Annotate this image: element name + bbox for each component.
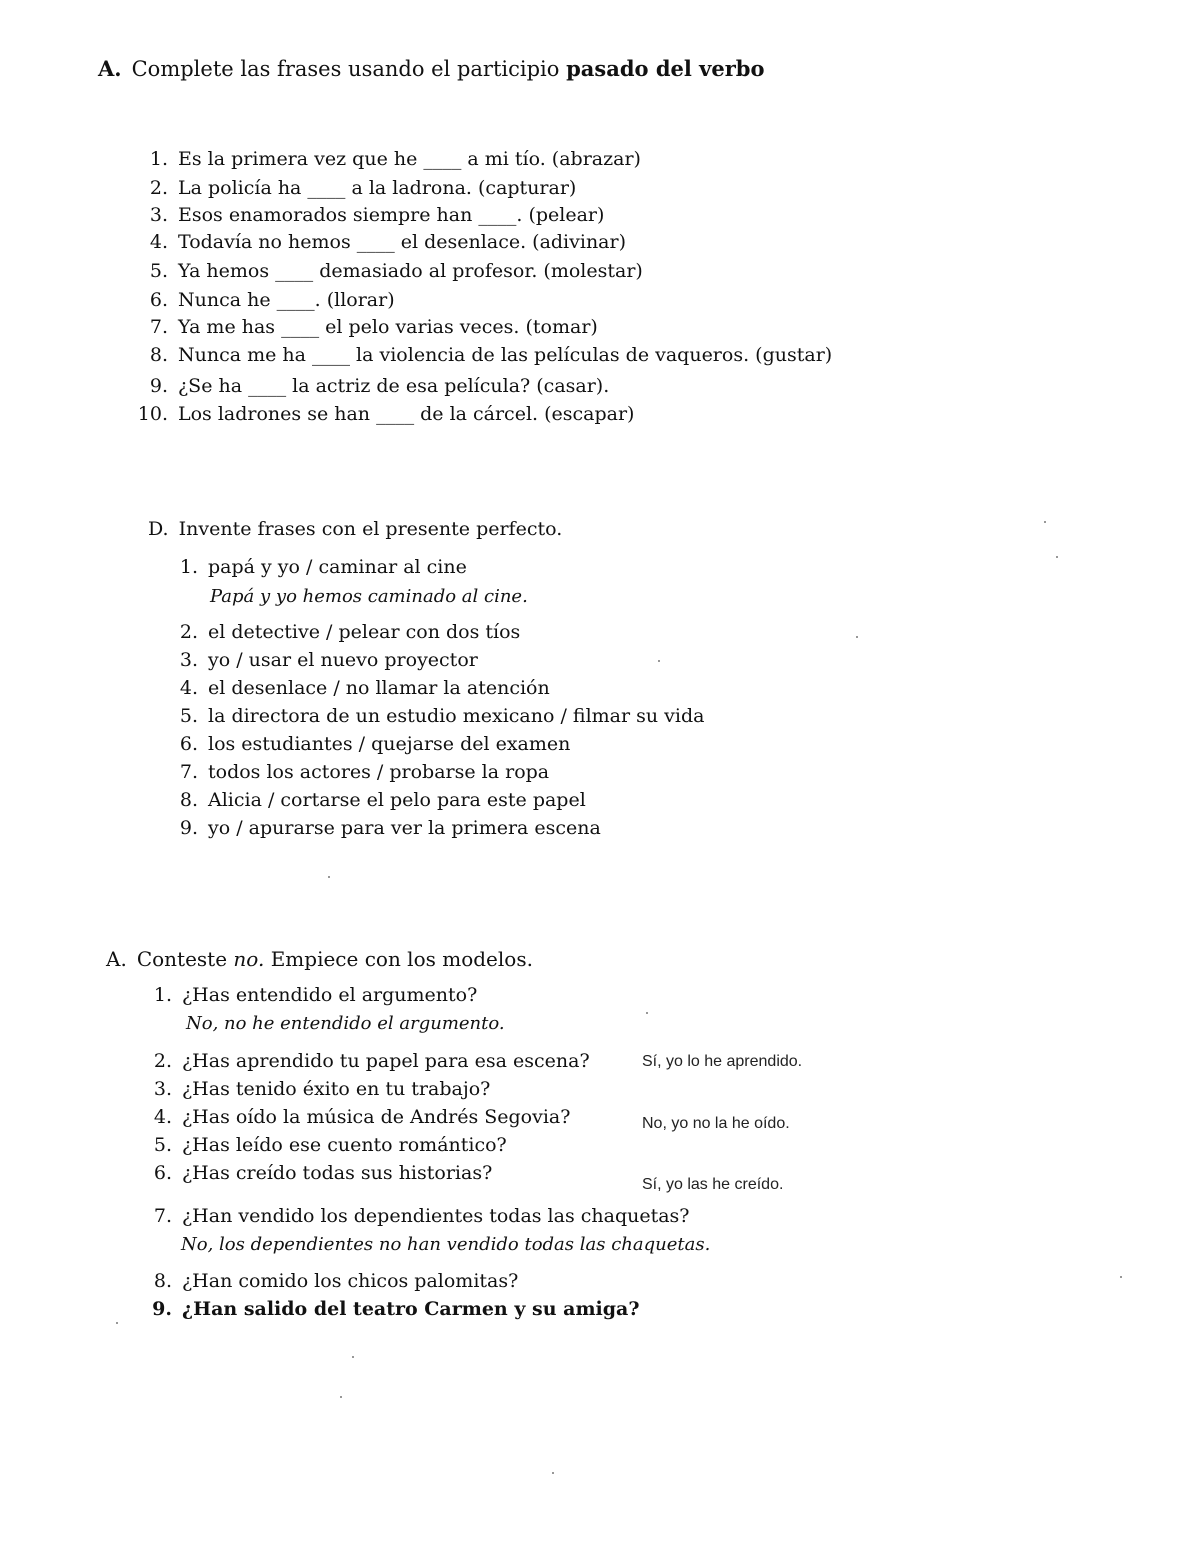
exercise-a2-item-6: 6. ¿Has creído todas sus historias?	[153, 1162, 493, 1184]
section-a2-heading	[106, 949, 533, 969]
handwritten-answer-6: Sí, yo las he creído.	[642, 1176, 784, 1193]
exercise-a1-item-4: 4. Todavía no hemos ____ el desenlace. (adivinar)	[149, 231, 627, 253]
handwritten-answer-4: No, yo no la he oído.	[642, 1115, 790, 1132]
exercise-d-item-1: 1. papá y yo / caminar al cine	[179, 556, 467, 578]
exercise-a2-item-8: 8. ¿Han comido los chicos palomitas?	[153, 1270, 519, 1292]
exercise-a1-item-8: 8. Nunca me ha ____ la violencia de las películas de vaqueros. (gustar)	[149, 344, 833, 366]
exercise-a1-item-1: 1. Es la primera vez que he ____ a mi tío. (abrazar)	[149, 148, 641, 170]
exercise-a2-item-5: 5. ¿Has leído ese cuento romántico?	[153, 1134, 507, 1156]
scan-speck	[658, 660, 660, 662]
section-a1-instruction-bold: pasado del verbo	[566, 56, 765, 81]
exercise-d-item-7: 7. todos los actores / probarse la ropa	[179, 761, 550, 783]
exercise-d-item-4: 4. el desenlace / no llamar la atención	[179, 677, 550, 699]
scan-speck	[646, 1012, 648, 1014]
exercise-a2-item-1: 1. ¿Has entendido el argumento?	[153, 984, 478, 1006]
scan-speck	[328, 876, 330, 878]
exercise-d-item-3: 3. yo / usar el nuevo proyector	[179, 649, 478, 671]
section-d-heading	[148, 520, 562, 539]
exercise-a2-item-3: 3. ¿Has tenido éxito en tu trabajo?	[153, 1078, 491, 1100]
scan-speck	[116, 1322, 118, 1324]
exercise-a2-model-answer-1: No, no he entendido el argumento.	[186, 1013, 505, 1034]
exercise-d-item-8: 8. Alicia / cortarse el pelo para este papel	[179, 789, 586, 811]
exercise-a1-item-9: 9. ¿Se ha ____ la actriz de esa película? (casar).	[149, 375, 610, 397]
exercise-a1-item-10: 10. Los ladrones se han ____ de la cárcel. (escapar)	[137, 403, 635, 425]
exercise-a1-item-7: 7. Ya me has ____ el pelo varias veces. (tomar)	[149, 316, 598, 338]
exercise-a2-model-answer-7: No, los dependientes no han vendido todas las chaquetas.	[181, 1234, 711, 1255]
scan-speck	[552, 1472, 554, 1474]
exercise-d-item-2: 2. el detective / pelear con dos tíos	[179, 621, 521, 643]
scan-speck	[352, 1356, 354, 1358]
section-a1-heading	[98, 58, 764, 80]
section-a2-instruction: Conteste	[136, 947, 228, 971]
scan-speck	[1120, 1276, 1122, 1278]
exercise-a2-item-7: 7. ¿Han vendido los dependientes todas las chaquetas?	[153, 1205, 690, 1227]
exercise-d-item-5: 5. la directora de un estudio mexicano / filmar su vida	[179, 705, 705, 727]
exercise-d-item-9: 9. yo / apurarse para ver la primera escena	[179, 817, 601, 839]
section-a1-instruction: Complete las frases usando el participio	[131, 57, 560, 81]
exercise-a1-item-5: 5. Ya hemos ____ demasiado al profesor. (molestar)	[149, 260, 643, 282]
handwritten-answer-2: Sí, yo lo he aprendido.	[642, 1053, 803, 1070]
exercise-d-item-6: 6. los estudiantes / quejarse del examen	[179, 733, 571, 755]
scan-speck	[340, 1396, 342, 1398]
section-d-letter: D.	[148, 518, 169, 540]
section-d-instruction: Invente frases con el presente perfecto.	[178, 518, 563, 540]
exercise-d-model-answer: Papá y yo hemos caminado al cine.	[210, 586, 528, 607]
exercise-a1-item-6: 6. Nunca he ____. (llorar)	[149, 289, 395, 311]
exercise-a1-item-2: 2. La policía ha ____ a la ladrona. (capturar)	[149, 177, 577, 199]
exercise-a2-item-2: 2. ¿Has aprendido tu papel para esa escena?	[153, 1050, 590, 1072]
exercise-a2-item-9: 9. ¿Han salido del teatro Carmen y su amiga?	[152, 1298, 640, 1320]
exercise-a1-item-3: 3. Esos enamorados siempre han ____. (pelear)	[149, 204, 605, 226]
section-a2-instruction-italic: no.	[233, 947, 265, 971]
exercise-a2-item-4: 4. ¿Has oído la música de Andrés Segovia?	[153, 1106, 571, 1128]
section-a2-instruction-rest: Empiece con los modelos.	[270, 947, 533, 971]
section-a1-letter: A.	[98, 56, 122, 81]
scan-speck	[1056, 556, 1058, 558]
scan-speck	[1044, 521, 1046, 523]
section-a2-letter: A.	[106, 947, 127, 971]
scan-speck	[856, 636, 858, 638]
